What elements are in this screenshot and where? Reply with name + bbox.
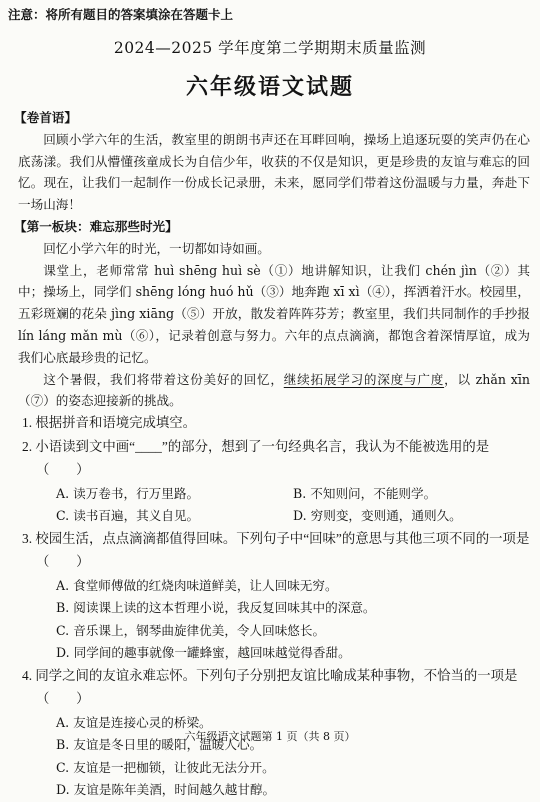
question-4 — [18, 665, 530, 712]
question-2-option-b[interactable]: B. 不知则问，不能则学。 — [293, 485, 437, 501]
question-3-stem: 3. 校园生活，点点滴滴都值得回味。下列句子中“回味”的意思与其他三项不同的一项是（ ） — [22, 530, 530, 570]
question-3-option-c[interactable]: C. 音乐课上，钢琴曲旋律优美，令人回味悠长。 — [56, 622, 326, 638]
question-2-stem: 2. 小语读到文中画“____”的部分，想到了一句经典名言，我认为不能被选用的是（ ） — [22, 438, 490, 478]
passage-para-2: 课堂上，老师常常 huì shēng huì sè（①）地讲解知识，让我们 chén jìn（②）其中；操场上，同学们 shēng lóng huó hǔ（③）地奔跑 xī xì（④），挥洒着汗水。校园里，五彩斑斓的花朵 jìng xiāng（⑤）开放，散发着阵阵芬芳；教室里，我们共同制作的手抄报 lín láng mǎn mù（⑥），记录着创意与努力。六年的点点滴滴，都饱含着深情厚谊，成为我们心底最珍贵的记忆。 — [18, 262, 530, 365]
exam-body — [14, 107, 531, 802]
question-2-option-a[interactable]: A. 读万卷书，行万里路。 — [56, 485, 200, 501]
question-3-option-b[interactable]: B. 阅读课上读的这本哲理小说，我反复回味其中的深意。 — [56, 600, 376, 616]
question-2-options-row-1 — [18, 483, 530, 506]
preface-heading: 【卷首语】 — [14, 110, 77, 125]
question-4-stem: 4. 同学之间的友谊永难忘怀。下列句子分别把友谊比喻成某种事物，不恰当的一项是（ ） — [22, 667, 518, 707]
question-2-options-row-2 — [18, 505, 530, 528]
question-2 — [18, 436, 530, 483]
question-3-option-d[interactable]: D. 同学间的趣事就像一罐蜂蜜，越回味越觉得香甜。 — [56, 645, 351, 661]
question-2-option-d[interactable]: D. 穷则变，变则通，通则久。 — [293, 508, 462, 524]
question-4-option-b[interactable]: B. 友谊是冬日里的暖阳，温暖人心。 — [56, 737, 263, 753]
page-footer: 六年级语文试题第 1 页（共 8 页） — [184, 730, 356, 743]
question-4-option-d[interactable]: D. 友谊是陈年美酒，时间越久越甘醇。 — [56, 782, 276, 798]
exam-term-title: 2024—2025 学年度第二学期期末质量监测 — [113, 39, 427, 57]
question-3-option-a[interactable]: A. 食堂师傅做的红烧肉味道鲜美，让人回味无穷。 — [56, 577, 338, 593]
preface-text: 回顾小学六年的生活，教室里的朗朗书声还在耳畔回响，操场上追逐玩耍的笑声仍在心底荡漾。我们从懵懂孩童成长为自信少年，收获的不仅是知识，更是珍贵的友谊与难忘的回忆。现在，让我们一起制作一份成长记录册，未来，愿同学们带着这份温暖与力量，奔赴下一场山海！ — [18, 131, 530, 213]
passage-para-1: 回忆小学六年的时光，一切都如诗如画。 — [43, 240, 270, 256]
question-2-option-c[interactable]: C. 读书百遍，其义自见。 — [56, 508, 200, 524]
question-1 — [18, 412, 530, 436]
exam-title: 六年级语文试题 — [185, 75, 354, 100]
section1-heading: 【第一板块：难忘那些时光】 — [14, 218, 178, 234]
passage-para-3 — [18, 369, 530, 413]
passage-para-3-start: 这个暑假，我们将带着这份美好的回忆， — [43, 371, 284, 387]
passage-para-3-end: ，以 zhǎn xīn（⑦）的姿态迎接新的挑战。 — [18, 371, 531, 409]
question-3 — [18, 528, 530, 575]
question-4-option-c[interactable]: C. 友谊是一把枷锁，让彼此无法分开。 — [56, 759, 275, 775]
question-1-stem: 1. 根据拼音和语境完成填空。 — [22, 415, 197, 431]
answer-notice: 注意：将所有题目的答案填涂在答题卡上 — [8, 7, 234, 22]
question-4-option-a[interactable]: A. 友谊是连接心灵的桥梁。 — [56, 714, 212, 730]
underlined-phrase: 继续拓展学习的深度与广度 — [283, 371, 445, 387]
